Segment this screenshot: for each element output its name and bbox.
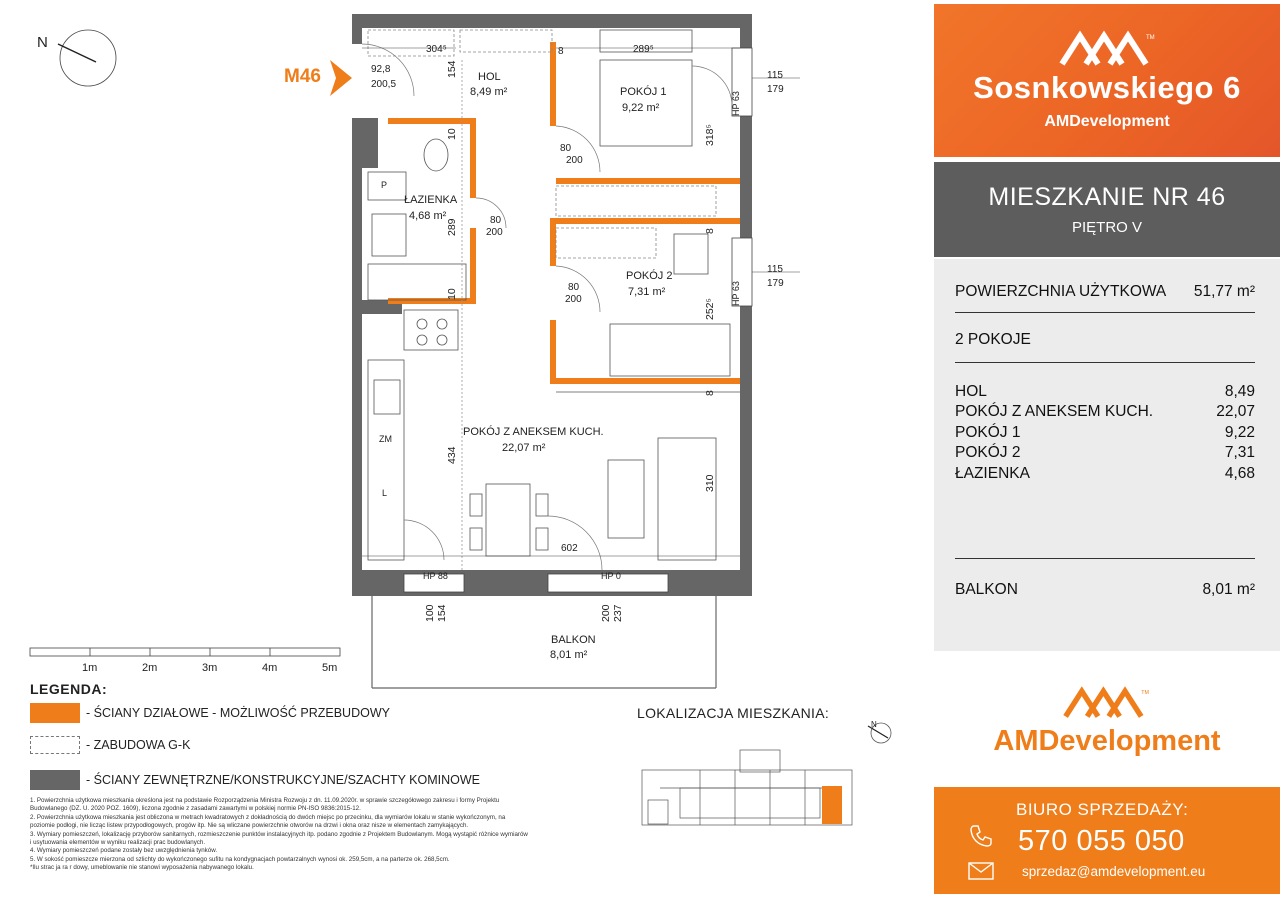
room-area-pokoj2: 7,31 m² bbox=[628, 286, 666, 298]
room-row bbox=[955, 444, 1255, 462]
developer-brand bbox=[934, 680, 1280, 770]
dim-label: 8 bbox=[704, 390, 716, 396]
scale-bar bbox=[30, 648, 340, 656]
brand-header bbox=[934, 4, 1280, 157]
project-name: Sosnkowskiego 6 bbox=[973, 70, 1241, 105]
legend-item bbox=[30, 770, 480, 790]
footnotes bbox=[30, 797, 530, 873]
usable-area-row bbox=[955, 283, 1255, 301]
sales-title: BIURO SPRZEDAŻY: bbox=[1016, 800, 1189, 819]
room-name-balkon: BALKON bbox=[551, 634, 596, 646]
dim-label: 200 bbox=[600, 604, 612, 622]
sales-office bbox=[934, 787, 1280, 894]
room-row-value: 9,22 bbox=[1224, 424, 1255, 441]
dim-label: 10 bbox=[446, 288, 458, 300]
room-name-salon: POKÓJ Z ANEKSEM KUCH. bbox=[463, 426, 604, 438]
scale-label: 2m bbox=[142, 662, 158, 674]
balcony-value: 8,01 m² bbox=[1202, 581, 1255, 598]
footnote: 4. Wymiary pomieszczeń podane zostały bez uwzględnienia tynków. bbox=[30, 847, 218, 855]
dim-label: 10 bbox=[446, 128, 458, 140]
north-label: N bbox=[37, 34, 48, 51]
footnote: 1. Powierzchnia użytkowa mieszkania określona jest na podstawie Rozporządzenia Ministra Rozwoju z dn. 11.09.2020r. w sprawie szczegółowego zakresu i formy Projektu Budowlanego (DZ. U. 2020 POZ. 1609), liczona zgodnie z zasadami zawartymi w polskiej normie PN-ISO 9836:2015-12. bbox=[30, 797, 500, 813]
dim-label: 179 bbox=[767, 84, 784, 95]
room-area-balkon: 8,01 m² bbox=[550, 649, 588, 661]
dim-label: 237 bbox=[612, 604, 624, 622]
fixture-p-label: P bbox=[381, 180, 388, 190]
room-row-value: 8,49 bbox=[1224, 383, 1255, 400]
room-row bbox=[955, 403, 1255, 421]
developer-name: AMDevelopment bbox=[1044, 113, 1170, 130]
room-row bbox=[955, 383, 1255, 401]
dim-label: 80 bbox=[560, 143, 572, 154]
room-row-value: 22,07 bbox=[1216, 403, 1255, 420]
scale-label: 3m bbox=[202, 662, 218, 674]
rooms-count-row bbox=[955, 331, 1255, 349]
location-title: LOKALIZACJA MIESZKANIA: bbox=[637, 705, 830, 721]
trademark-label: TM bbox=[1141, 689, 1149, 696]
fixture-zm-label: ZM bbox=[379, 434, 392, 444]
dim-label: 602 bbox=[561, 543, 578, 554]
unit-marker-arrow-icon bbox=[330, 60, 352, 96]
room-row-name: ŁAZIENKA bbox=[955, 465, 1030, 482]
legend-item bbox=[30, 703, 390, 723]
scale-label: 5m bbox=[322, 662, 338, 674]
footnote: 5. W sokość pomieszcze mierzona od szlichty do wykończonego sufitu na kondygnacjach powtarzalnych wynosi ok. 259,5cm, a na parterze ok. 268,5cm. bbox=[30, 855, 450, 863]
dim-label: 200 bbox=[566, 155, 583, 166]
dim-label: 92,8 bbox=[371, 64, 391, 75]
dim-label: 200 bbox=[565, 294, 582, 305]
scale-label: 1m bbox=[82, 662, 98, 674]
location-north-label: N bbox=[871, 720, 877, 729]
room-row-name: POKÓJ Z ANEKSEM KUCH. bbox=[955, 403, 1154, 420]
developer-brand-name: AMDevelopment bbox=[993, 725, 1221, 757]
balcony-row bbox=[955, 581, 1255, 599]
room-row bbox=[955, 424, 1255, 442]
dim-label: HP 63 bbox=[731, 91, 741, 116]
dim-label: 318⁵ bbox=[704, 124, 716, 146]
dim-label: 252⁵ bbox=[704, 298, 716, 320]
room-row bbox=[955, 465, 1255, 483]
legend-swatch-partition bbox=[30, 703, 80, 723]
dim-label: 434 bbox=[446, 446, 458, 464]
divider bbox=[955, 362, 1255, 363]
dim-label: 154 bbox=[436, 604, 448, 622]
sales-email[interactable]: sprzedaz@amdevelopment.eu bbox=[1022, 864, 1206, 879]
amdevelopment-logo-icon bbox=[1058, 30, 1158, 66]
area-summary bbox=[934, 259, 1280, 651]
footnote: *Ilu strac ja ra r dowy, umeblowanie nie stanowi wyposażenia nabywanego lokalu. bbox=[30, 864, 254, 872]
divider bbox=[955, 558, 1255, 559]
apartment-header bbox=[934, 162, 1280, 257]
room-row-name: POKÓJ 1 bbox=[955, 424, 1021, 441]
dim-label: HP 0 bbox=[601, 571, 621, 581]
usable-area-label: POWIERZCHNIA UŻYTKOWA bbox=[955, 283, 1167, 300]
balcony-label: BALKON bbox=[955, 581, 1018, 598]
dim-label: 80 bbox=[490, 215, 502, 226]
legend-title: LEGENDA: bbox=[30, 681, 108, 697]
room-row-value: 7,31 bbox=[1224, 444, 1255, 461]
room-name-hol: HOL bbox=[478, 71, 501, 83]
scale-label: 4m bbox=[262, 662, 278, 674]
room-area-hol: 8,49 m² bbox=[470, 86, 508, 98]
footnote: 3. Wymiary pomieszczeń, lokalizację przyborów sanitarnych, rozmieszczenie punktów instalacyjnych itp. podano zgodnie z Projektem Budowlanym. Mogą wystąpić różnice wymiarów i usytuowania elementów w wyniku realizacji prac budowlanych. bbox=[30, 830, 528, 847]
info-panel bbox=[934, 0, 1280, 899]
dim-label: 8 bbox=[558, 46, 564, 57]
room-row-name: HOL bbox=[955, 383, 987, 400]
footnote: 2. Powierzchnia użytkowa mieszkania jest obliczona w metrach kwadratowych z dokładnością do dwóch miejsc po przecinku, dla wymiarów lokalu w stanie wykończonym, na poziomie podłogi, nie licząc listew przypodłogowych, progów itp. Nie są wliczane powierzchnie otworów na drzwi i okna oraz nisze w elementach zamykających. bbox=[30, 813, 506, 830]
dim-label: 154 bbox=[446, 60, 458, 78]
legend-label: - ŚCIANY DZIAŁOWE - MOŻLIWOŚĆ PRZEBUDOWY bbox=[86, 706, 390, 720]
room-name-pokoj1: POKÓJ 1 bbox=[620, 86, 667, 98]
room-area-pokoj1: 9,22 m² bbox=[622, 102, 660, 114]
dim-label: HP 63 bbox=[731, 281, 741, 306]
dim-label: 289⁵ bbox=[633, 44, 654, 55]
dim-label: 200,5 bbox=[371, 79, 397, 90]
legend-swatch-structural bbox=[30, 770, 80, 790]
room-row-name: POKÓJ 2 bbox=[955, 444, 1021, 461]
dim-label: 80 bbox=[568, 282, 580, 293]
sales-phone[interactable]: 570 055 050 bbox=[1018, 825, 1185, 857]
location-highlight bbox=[822, 786, 842, 824]
location-minimap bbox=[642, 750, 852, 825]
phone-icon bbox=[968, 823, 994, 849]
dim-label: 115 bbox=[767, 70, 783, 81]
trademark-label: TM bbox=[1146, 35, 1155, 41]
legend-swatch-gk bbox=[30, 736, 80, 754]
amdevelopment-logo-icon bbox=[1062, 684, 1152, 720]
room-area-lazienka: 4,68 m² bbox=[409, 210, 447, 222]
dim-label: 179 bbox=[767, 278, 784, 289]
dim-label: 289 bbox=[446, 218, 458, 236]
rooms-count: 2 POKOJE bbox=[955, 331, 1031, 348]
dim-label: 304⁵ bbox=[426, 44, 447, 55]
dim-label: 100 bbox=[424, 604, 436, 622]
room-name-lazienka: ŁAZIENKA bbox=[404, 194, 458, 206]
dim-label: 200 bbox=[486, 227, 503, 238]
dim-label: 310 bbox=[704, 474, 716, 492]
legend-label: - ZABUDOWA G-K bbox=[86, 738, 191, 752]
legend-label: - ŚCIANY ZEWNĘTRZNE/KONSTRUKCYJNE/SZACHTY KOMINOWE bbox=[86, 773, 481, 787]
apartment-title: MIESZKANIE NR 46 bbox=[988, 183, 1226, 211]
apartment-floor: PIĘTRO V bbox=[1071, 219, 1142, 236]
mail-icon bbox=[968, 861, 994, 881]
dim-label: 115 bbox=[767, 264, 783, 275]
dim-label: 8 bbox=[704, 228, 716, 234]
room-name-pokoj2: POKÓJ 2 bbox=[626, 270, 673, 282]
room-row-value: 4,68 bbox=[1224, 465, 1255, 482]
room-area-salon: 22,07 m² bbox=[502, 442, 546, 454]
dim-label: HP 88 bbox=[423, 571, 448, 581]
legend-item bbox=[30, 736, 190, 754]
fixture-l-label: L bbox=[382, 488, 388, 498]
unit-marker-label: M46 bbox=[284, 66, 321, 87]
divider bbox=[955, 312, 1255, 313]
usable-area-value: 51,77 m² bbox=[1193, 283, 1255, 300]
